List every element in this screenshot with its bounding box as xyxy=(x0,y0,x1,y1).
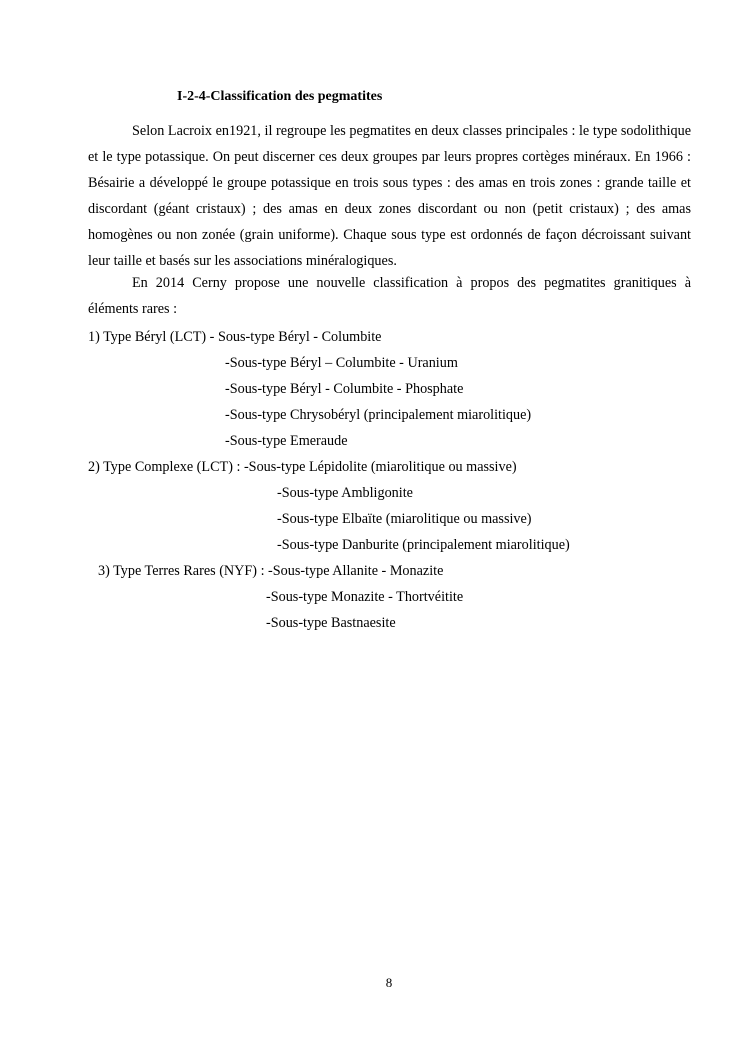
subtype-item: -Sous-type Elbaïte (miarolitique ou massive) xyxy=(277,511,532,527)
subtype-item: -Sous-type Chrysobéryl (principalement miarolitique) xyxy=(225,407,532,423)
subtype-item: -Sous-type Béryl – Columbite - Uranium xyxy=(225,355,458,371)
subtype-item: -Sous-type Danburite (principalement miarolitique) xyxy=(277,537,570,553)
subtype-item: -Sous-type Monazite - Thortvéitite xyxy=(266,589,464,605)
paragraph-lacroix xyxy=(88,118,691,274)
type-beryl-label: 1) Type Béryl (LCT) - Sous-type Béryl - Columbite xyxy=(88,329,382,345)
paragraph-cerny xyxy=(88,270,691,322)
subtype-item: -Sous-type Béryl - Columbite - Phosphate xyxy=(225,381,464,397)
page-number: 8 xyxy=(385,975,393,990)
paragraph-lacroix-text: Selon Lacroix en1921, il regroupe les pegmatites en deux classes principales : le type sodolithique et le type potassique. On peut discerner ces deux groupes par leurs propres cortèges minéraux. En 1966 : Bésairie a développé le groupe potassique en trois sous types : des amas en trois zones : grande taille et discordant (géant cristaux) ; des amas en deux zones discordant ou non (petit cristaux) ; des amas homogènes ou non zonée (grain uniforme). Chaque sous type est ordonnés de façon décroissant suivant leur taille et basés sur les associations minéralogiques. xyxy=(88,123,691,269)
subtype-item: -Sous-type Emeraude xyxy=(225,433,348,449)
subtype-item: -Sous-type Bastnaesite xyxy=(266,615,396,631)
type-complexe-label: 2) Type Complexe (LCT) : -Sous-type Lépidolite (miarolitique ou massive) xyxy=(88,459,517,475)
subtype-item: -Sous-type Ambligonite xyxy=(277,485,413,501)
type-terres-rares-label: 3) Type Terres Rares (NYF) : -Sous-type Allanite - Monazite xyxy=(98,563,444,579)
paragraph-cerny-text: En 2014 Cerny propose une nouvelle classification à propos des pegmatites granitiques à éléments rares : xyxy=(88,275,691,317)
section-heading: I-2-4-Classification des pegmatites xyxy=(177,89,383,104)
